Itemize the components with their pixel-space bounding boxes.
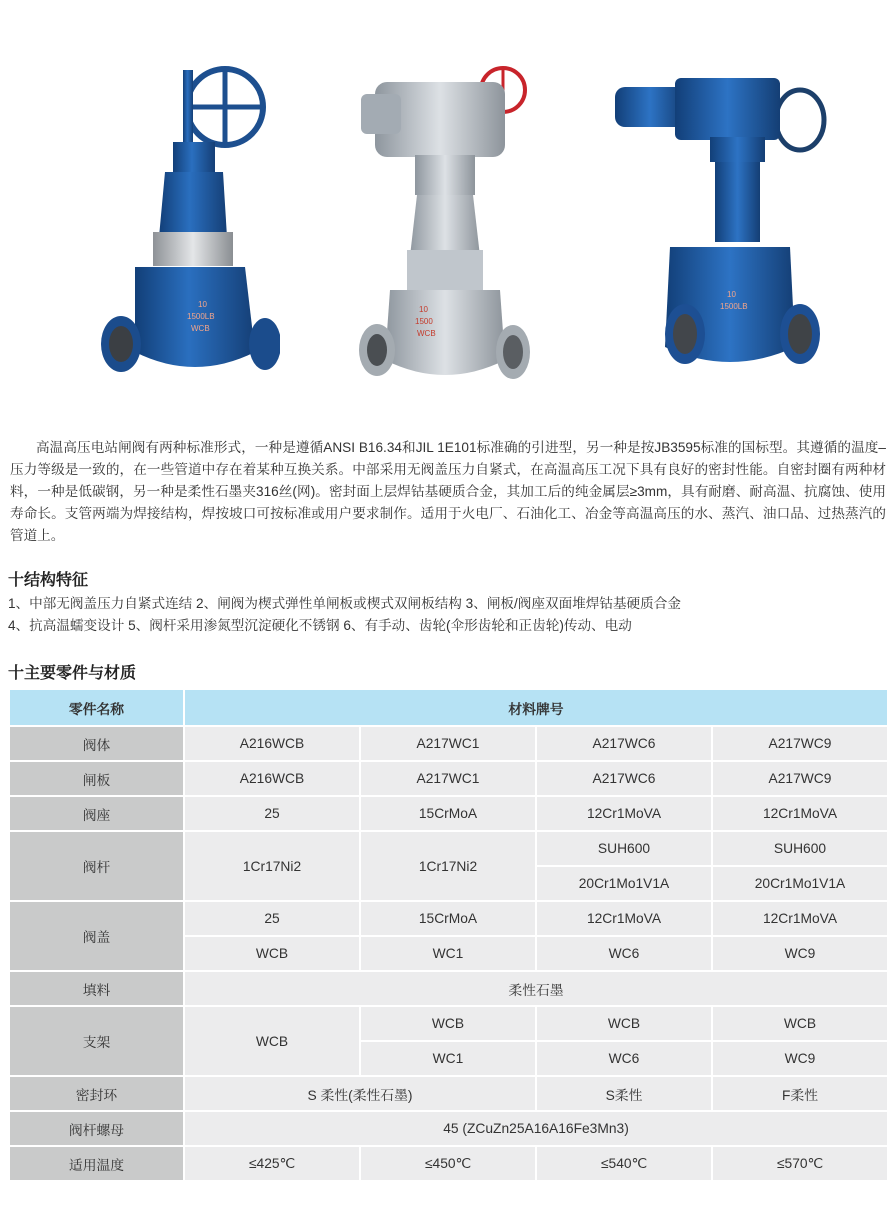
table-cell: WCB: [536, 1006, 712, 1041]
part-name: 阀盖: [9, 901, 184, 971]
table-header-row: [9, 689, 888, 726]
part-name: 阀座: [9, 796, 184, 831]
table-row: [9, 901, 888, 936]
table-cell: WC9: [712, 1041, 888, 1076]
svg-text:1500LB: 1500LB: [187, 312, 215, 321]
table-cell: WC6: [536, 1041, 712, 1076]
svg-text:10: 10: [419, 305, 428, 314]
table-cell: 1Cr17Ni2: [184, 831, 360, 901]
part-name: 阀体: [9, 726, 184, 761]
part-name: 密封环: [9, 1076, 184, 1111]
table-row: [9, 1006, 888, 1041]
table-cell: ≤540℃: [536, 1146, 712, 1181]
table-cell: WCB: [360, 1006, 536, 1041]
product-photos: [0, 0, 891, 420]
table-cell: 12Cr1MoVA: [712, 901, 888, 936]
table-cell: A217WC6: [536, 726, 712, 761]
table-cell: 12Cr1MoVA: [536, 796, 712, 831]
table-cell: WC9: [712, 936, 888, 971]
svg-text:WCB: WCB: [417, 329, 436, 338]
table-row: [9, 796, 888, 831]
table-cell: ≤425℃: [184, 1146, 360, 1181]
table-cell: 25: [184, 796, 360, 831]
part-name: 支架: [9, 1006, 184, 1076]
table-cell: WCB: [712, 1006, 888, 1041]
table-cell: A216WCB: [184, 761, 360, 796]
table-cell: 12Cr1MoVA: [712, 796, 888, 831]
intro-paragraph: 高温高压电站闸阀有两种标准形式，一种是遵循ANSI B16.34和JIL 1E101标准确的引进型，另一种是按JB3595标准的国标型。其遵循的温度–压力等级是一致的，在一些管道中存在着某种互换关系。中部采用无阀盖压力自紧式，在高温高压工况下具有良好的密封性能。自密封圈有两种材料，一种是低碳钢，另一种是柔性石墨夹316丝(网)。密封面上层焊钴基硬质合金，其加工后的纯金属层≥3mm，具有耐磨、耐高温、抗腐蚀、使用寿命长。支管两端为焊接结构，焊按坡口可按标准或用户要求制作。适用于火电厂、石油化工、冶金等高温高压的水、蒸汽、油口品、过热蒸汽的管道上。: [10, 440, 886, 543]
table-cell: 12Cr1MoVA: [536, 901, 712, 936]
materials-title: 十主要零件与材质: [8, 663, 137, 682]
table-cell: A217WC1: [360, 726, 536, 761]
table-cell: 25: [184, 901, 360, 936]
part-name: 填料: [9, 971, 184, 1006]
col-header-part-name: 零件名称: [9, 689, 184, 726]
svg-text:10: 10: [198, 300, 207, 309]
table-cell: A217WC6: [536, 761, 712, 796]
table-cell: A217WC9: [712, 761, 888, 796]
table-row: [9, 831, 888, 866]
features-list: [8, 593, 888, 637]
table-cell: 45 (ZCuZn25A16A16Fe3Mn3): [184, 1111, 888, 1146]
features-title: 十结构特征: [8, 570, 89, 589]
svg-text:1500LB: 1500LB: [720, 302, 748, 311]
table-cell: S柔性: [536, 1076, 712, 1111]
table-row: [9, 971, 888, 1006]
part-name: 适用温度: [9, 1146, 184, 1181]
features-line-1: 1、中部无阀盖压力自紧式连结 2、闸阀为楔式弹性单闸板或楔式双闸板结构 3、闸板/阀座双面堆焊钴基硬质合金: [8, 596, 681, 611]
table-cell: ≤450℃: [360, 1146, 536, 1181]
table-cell: WCB: [184, 1006, 360, 1076]
col-header-material: 材料牌号: [184, 689, 888, 726]
table-cell: ≤570℃: [712, 1146, 888, 1181]
electric-gate-valve-blue-image: [615, 72, 830, 382]
table-cell: F柔性: [712, 1076, 888, 1111]
materials-table: [8, 688, 889, 1182]
table-row: [9, 726, 888, 761]
table-cell: WC6: [536, 936, 712, 971]
table-cell: WCB: [184, 936, 360, 971]
svg-text:1500: 1500: [415, 317, 433, 326]
part-name: 阀杆: [9, 831, 184, 901]
table-cell: A216WCB: [184, 726, 360, 761]
table-cell: 15CrMoA: [360, 901, 536, 936]
table-cell: 柔性石墨: [184, 971, 888, 1006]
svg-text:WCB: WCB: [191, 324, 210, 333]
manual-gate-valve-image: [95, 62, 280, 392]
table-row: [9, 1146, 888, 1181]
table-cell: S 柔性(柔性石墨): [184, 1076, 536, 1111]
electric-gate-valve-grey-image: [355, 60, 535, 395]
table-cell: A217WC9: [712, 726, 888, 761]
table-cell: A217WC1: [360, 761, 536, 796]
part-name: 阀杆螺母: [9, 1111, 184, 1146]
part-name: 闸板: [9, 761, 184, 796]
svg-text:10: 10: [727, 290, 736, 299]
table-cell: WC1: [360, 1041, 536, 1076]
table-cell: 15CrMoA: [360, 796, 536, 831]
table-cell: 20Cr1Mo1V1A: [536, 866, 712, 901]
table-cell: SUH600: [712, 831, 888, 866]
table-cell: 1Cr17Ni2: [360, 831, 536, 901]
table-cell: SUH600: [536, 831, 712, 866]
table-cell: WC1: [360, 936, 536, 971]
features-line-2: 4、抗高温蠕变设计 5、阀杆采用渗氮型沉淀硬化不锈钢 6、有手动、齿轮(伞形齿轮和正齿轮)传动、电动: [8, 618, 632, 633]
table-row: [9, 1076, 888, 1111]
table-cell: 20Cr1Mo1V1A: [712, 866, 888, 901]
table-row: [9, 761, 888, 796]
table-row: [9, 1111, 888, 1146]
